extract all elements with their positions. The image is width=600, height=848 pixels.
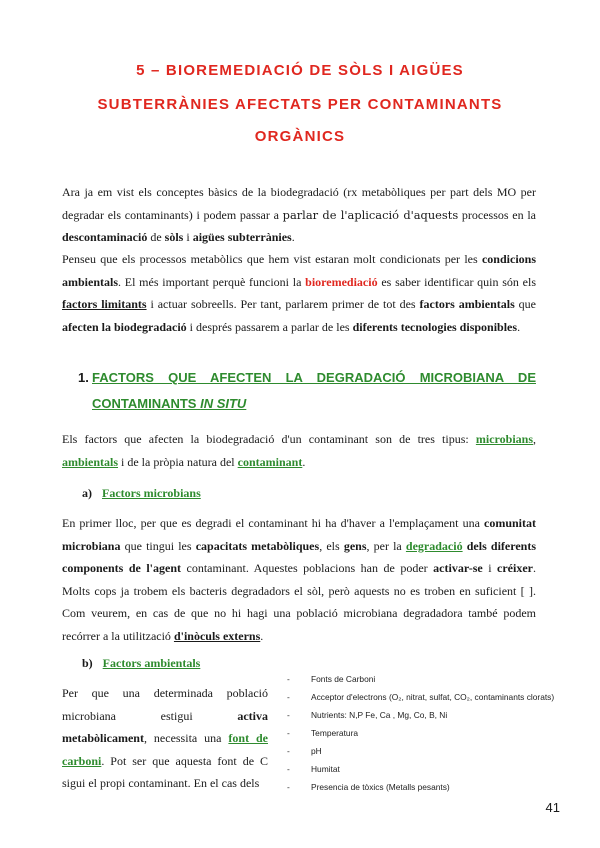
list-item: - Acceptor d'electrons (O₂, nitrat, sulfat, CO₂, contaminants clorats) (287, 692, 555, 702)
list-item: - Presencia de tòxics (Metalls pesants) (287, 782, 450, 792)
intro-paragraph-2: Penseu que els processos metabòlics que hem vist estaran molt condicionats per les condicions ambientals. El més important perquè funcioni la bioremediació es saber identificar quin són els factors limitants i actuar sobreells. Per tant, parlarem primer de tot des factors ambientals que afecten la biodegradació i després passarem a parlar de les diferents tecnologies disponibles. (62, 252, 536, 334)
microbial-factors-paragraph: En primer lloc, per que es degradi el contaminant hi ha d'haver a l'emplaçament una comunitat microbiana que tingui les capacitats metabòliques, els gens, per la degradació dels diferents components de l'agent contaminant. Aquestes poblacions han de poder activar-se i créixer. Molts cops ja trobem els bacteris degradadors el sòl, però aquests no es troben en suficient [ ]. Com veurem, en cas de que no hi hagi una població microbiana degradadora també podem recórrer a la utilització d'inòculs externs. (62, 516, 536, 643)
subsection-b-heading: b) Factors ambientals (82, 656, 201, 670)
intro-paragraph-1: Ara ja em vist els conceptes bàsics de la biodegradació (rx metabòliques per part dels MO per degradar els contaminants) i podem passar a parlar de l'aplicació d'aquests processos en la descontaminació de sòls i aigües subterrànies. (62, 185, 536, 244)
list-item: - Nutrients: N,P Fe, Ca , Mg, Co, B, Ni (287, 710, 448, 720)
list-item: - Fonts de Carboni (287, 674, 376, 684)
title-line-3: ORGÀNICS (254, 128, 346, 145)
section-number: 1. (78, 370, 89, 385)
list-item: - pH (287, 746, 322, 756)
page-number: 41 (545, 800, 560, 815)
list-item: - Temperatura (287, 728, 359, 738)
subsection-a-heading: a) Factors microbians (82, 486, 201, 500)
section-heading-line-2: CONTAMINANTS IN SITU (92, 396, 247, 411)
environmental-factors-paragraph: Per que una determinada població microbiana estigui activa metabòlicament, necessita una font de carboni. Pot ser que aquesta font de C sigui el propi contaminant. En el cas dels (62, 686, 268, 790)
factor-types-paragraph: Els factors que afecten la biodegradació d'un contaminant son de tres tipus: microbians, ambientals i de la pròpia natura del contaminant. (62, 432, 536, 469)
environmental-factors-list (287, 670, 577, 796)
title-line-2: SUBTERRÀNIES AFECTATS PER CONTAMINANTS (97, 96, 503, 113)
list-item: - Humitat (287, 764, 340, 774)
title-line-1: 5 – BIOREMEDIACIÓ DE SÒLS I AIGÜES (136, 62, 464, 79)
section-heading-line-1: FACTORS QUE AFECTEN LA DEGRADACIÓ MICROBIANA DE (92, 370, 536, 385)
